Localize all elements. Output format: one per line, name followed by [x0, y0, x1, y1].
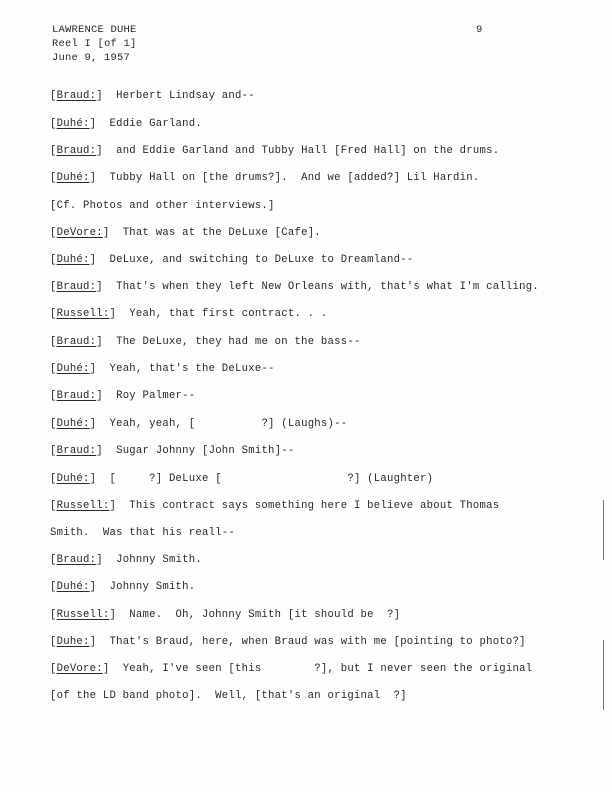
line-text: ] DeLuxe, and switching to DeLuxe to Dreamland-- [89, 254, 414, 266]
speaker-label: Braud: [56, 390, 97, 402]
transcript-line [50, 200, 590, 213]
transcript-line [50, 636, 590, 649]
line-text: ] Eddie Garland. [89, 118, 202, 130]
bracket-open: [ [50, 636, 57, 648]
bracket-open: [ [50, 172, 57, 184]
transcript-line [50, 281, 590, 294]
transcript-line [50, 390, 590, 403]
line-text: ] Name. Oh, Johnny Smith [it should be ?] [109, 609, 401, 621]
speaker-label: Russell: [56, 609, 110, 621]
transcript-line [50, 690, 590, 703]
bracket-open: [ [50, 609, 57, 621]
line-text: ] That's when they left New Orleans with, that's what I'm calling. [96, 281, 539, 293]
transcript-line [50, 554, 590, 567]
speaker-label: Braud: [56, 90, 97, 102]
speaker-label: Braud: [56, 445, 97, 457]
transcript-line [50, 172, 590, 185]
line-text: ] Yeah, I've seen [this ?], but I never seen the original [102, 663, 533, 675]
line-text: ] and Eddie Garland and Tubby Hall [Fred Hall] on the drums. [96, 145, 500, 157]
line-text: ] Yeah, that first contract. . . [109, 308, 328, 320]
transcript-line [50, 254, 590, 267]
line-text: Smith. Was that his reall-- [50, 527, 236, 539]
line-text: ] Tubby Hall on [the drums?]. And we [added?] Lil Hardin. [89, 172, 480, 184]
transcript-line [50, 308, 590, 321]
line-text: ] That was at the DeLuxe [Cafe]. [102, 227, 321, 239]
speaker-label: Duhe: [56, 636, 90, 648]
page-number: 9 [476, 24, 483, 36]
bracket-open: [ [50, 581, 57, 593]
transcript-line [50, 227, 590, 240]
bracket-open: [ [50, 227, 57, 239]
speaker-label: Duhé: [56, 473, 90, 485]
transcript-line [50, 118, 590, 131]
speaker-label: DeVore: [56, 663, 103, 675]
header-name: LAWRENCE DUHE [52, 24, 137, 36]
bracket-open: [ [50, 118, 57, 130]
line-text: ] The DeLuxe, they had me on the bass-- [96, 336, 361, 348]
bracket-open: [ [50, 473, 57, 485]
bracket-open: [ [50, 663, 57, 675]
scan-edge-mark [603, 500, 604, 560]
speaker-label: Duhé: [56, 118, 90, 130]
bracket-open: [ [50, 445, 57, 457]
line-text: ] Roy Palmer-- [96, 390, 196, 402]
transcript-line [50, 336, 590, 349]
line-text: [of the LD band photo]. Well, [that's an original ?] [50, 690, 407, 702]
line-text: ] That's Braud, here, when Braud was with me [pointing to photo?] [89, 636, 526, 648]
line-text: ] Herbert Lindsay and-- [96, 90, 255, 102]
speaker-label: Braud: [56, 281, 97, 293]
transcript-line [50, 473, 590, 486]
speaker-label: Duhé: [56, 172, 90, 184]
bracket-open: [ [50, 336, 57, 348]
header-date: June 9, 1957 [52, 52, 131, 64]
speaker-label: Braud: [56, 554, 97, 566]
transcript-line [50, 418, 590, 431]
speaker-label: Duhé: [56, 418, 90, 430]
transcript-line [50, 581, 590, 594]
line-text: ] Johnny Smith. [96, 554, 202, 566]
bracket-open: [ [50, 363, 57, 375]
speaker-label: Braud: [56, 336, 97, 348]
bracket-open: [ [50, 281, 57, 293]
bracket-open: [ [50, 418, 57, 430]
line-text: [Cf. Photos and other interviews.] [50, 200, 275, 212]
line-text: ] Yeah, yeah, [ ?] (Laughs)-- [89, 418, 348, 430]
scan-edge-mark [603, 640, 604, 710]
speaker-label: Duhé: [56, 254, 90, 266]
transcript-line [50, 527, 590, 540]
bracket-open: [ [50, 145, 57, 157]
header-reel: Reel I [of 1] [52, 38, 137, 50]
speaker-label: Duhé: [56, 581, 90, 593]
line-text: ] Johnny Smith. [89, 581, 196, 593]
transcript-line [50, 145, 590, 158]
bracket-open: [ [50, 500, 57, 512]
line-text: ] Yeah, that's the DeLuxe-- [89, 363, 275, 375]
speaker-label: Russell: [56, 308, 110, 320]
transcript-line [50, 90, 590, 103]
speaker-label: Russell: [56, 500, 110, 512]
transcript-line [50, 609, 590, 622]
speaker-label: DeVore: [56, 227, 103, 239]
transcript-line [50, 500, 590, 513]
line-text: ] This contract says something here I believe about Thomas [109, 500, 500, 512]
transcript-line [50, 663, 590, 676]
bracket-open: [ [50, 308, 57, 320]
bracket-open: [ [50, 254, 57, 266]
speaker-label: Braud: [56, 145, 97, 157]
transcript-line [50, 363, 590, 376]
bracket-open: [ [50, 554, 57, 566]
transcript-line [50, 445, 590, 458]
bracket-open: [ [50, 390, 57, 402]
line-text: ] Sugar Johnny [John Smith]-- [96, 445, 295, 457]
bracket-open: [ [50, 90, 57, 102]
line-text: ] [ ?] DeLuxe [ ?] (Laughter) [89, 473, 434, 485]
speaker-label: Duhé: [56, 363, 90, 375]
